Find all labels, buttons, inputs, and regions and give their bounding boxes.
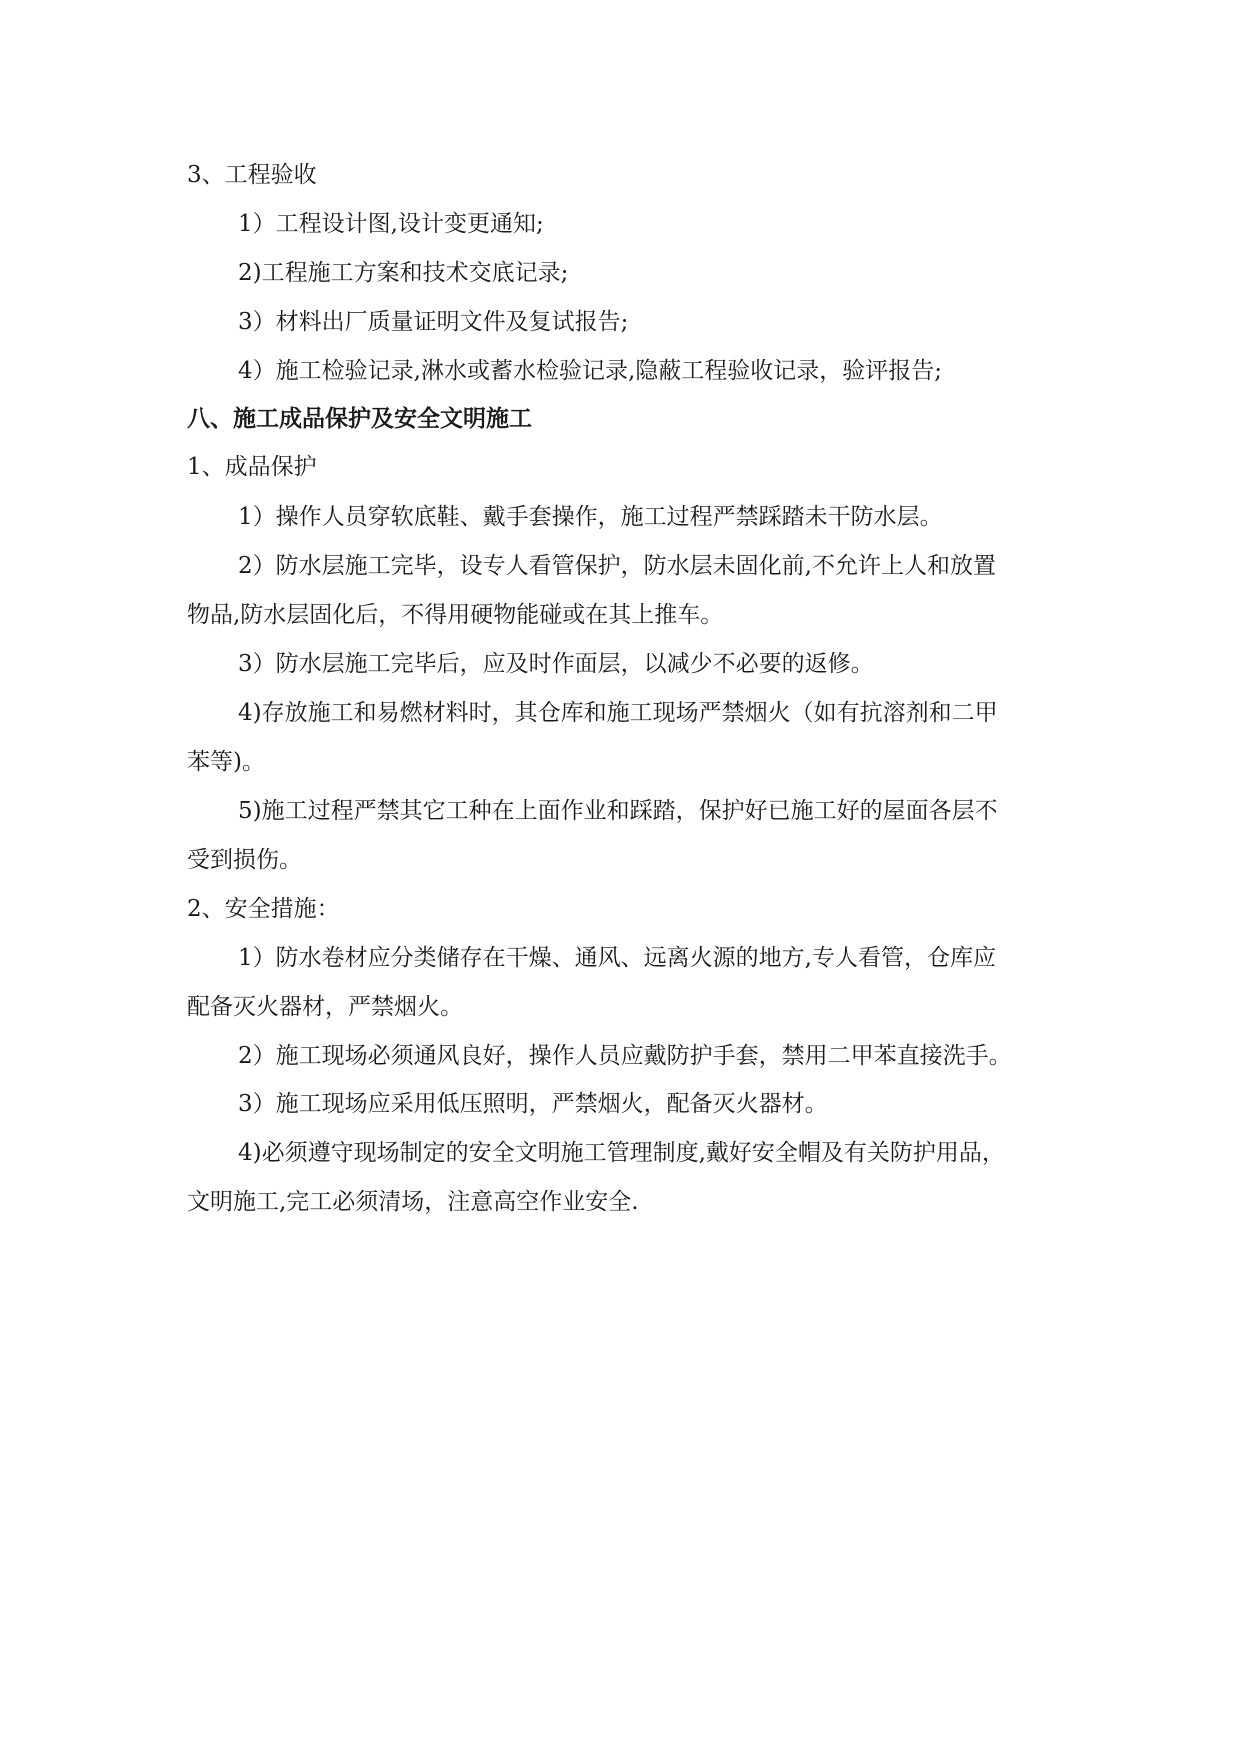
list-item: 2)工程施工方案和技术交底记录; [238,260,569,286]
list-item: 4)必须遵守现场制定的安全文明施工管理制度,戴好安全帽及有关防护用品， [238,1140,1005,1166]
list-item-continuation: 文明施工,完工必须清场，注意高空作业安全. [187,1189,639,1215]
subsection-heading-product-protection: 1、成品保护 [187,454,317,480]
list-item-continuation: 配备灭火器材，严禁烟火。 [187,994,463,1020]
list-item-continuation: 苯等)。 [187,749,265,775]
list-item: 4)存放施工和易燃材料时，其仓库和施工现场严禁烟火（如有抗溶剂和二甲 [238,700,998,726]
subsection-heading-acceptance: 3、工程验收 [187,162,317,188]
list-item: 3）材料出厂质量证明文件及复试报告; [238,309,629,335]
list-item: 3）防水层施工完毕后，应及时作面层，以减少不必要的返修。 [238,651,874,677]
list-item: 4）施工检验记录,淋水或蓄水检验记录,隐蔽工程验收记录，验评报告; [238,358,943,384]
list-item-continuation: 受到损伤。 [187,847,302,873]
list-item: 1）操作人员穿软底鞋、戴手套操作，施工过程严禁踩踏未干防水层。 [238,504,943,530]
subsection-heading-safety-measures: 2、安全措施： [187,896,340,922]
list-item-continuation: 物品,防水层固化后，不得用硬物能碰或在其上推车。 [187,602,724,628]
list-item: 2）施工现场必须通风良好，操作人员应戴防护手套，禁用二甲苯直接洗手。 [238,1043,1012,1069]
list-item: 1）防水卷材应分类储存在干燥、通风、远离火源的地方,专人看管，仓库应 [238,945,996,971]
list-item: 1）工程设计图,设计变更通知; [238,211,544,237]
list-item: 2）防水层施工完毕，设专人看管保护，防水层未固化前,不允许上人和放置 [238,553,996,579]
section-heading: 八、施工成品保护及安全文明施工 [187,406,532,432]
list-item: 3）施工现场应采用低压照明，严禁烟火，配备灭火器材。 [238,1091,828,1117]
list-item: 5)施工过程严禁其它工种在上面作业和踩踏，保护好已施工好的屋面各层不 [238,798,998,824]
